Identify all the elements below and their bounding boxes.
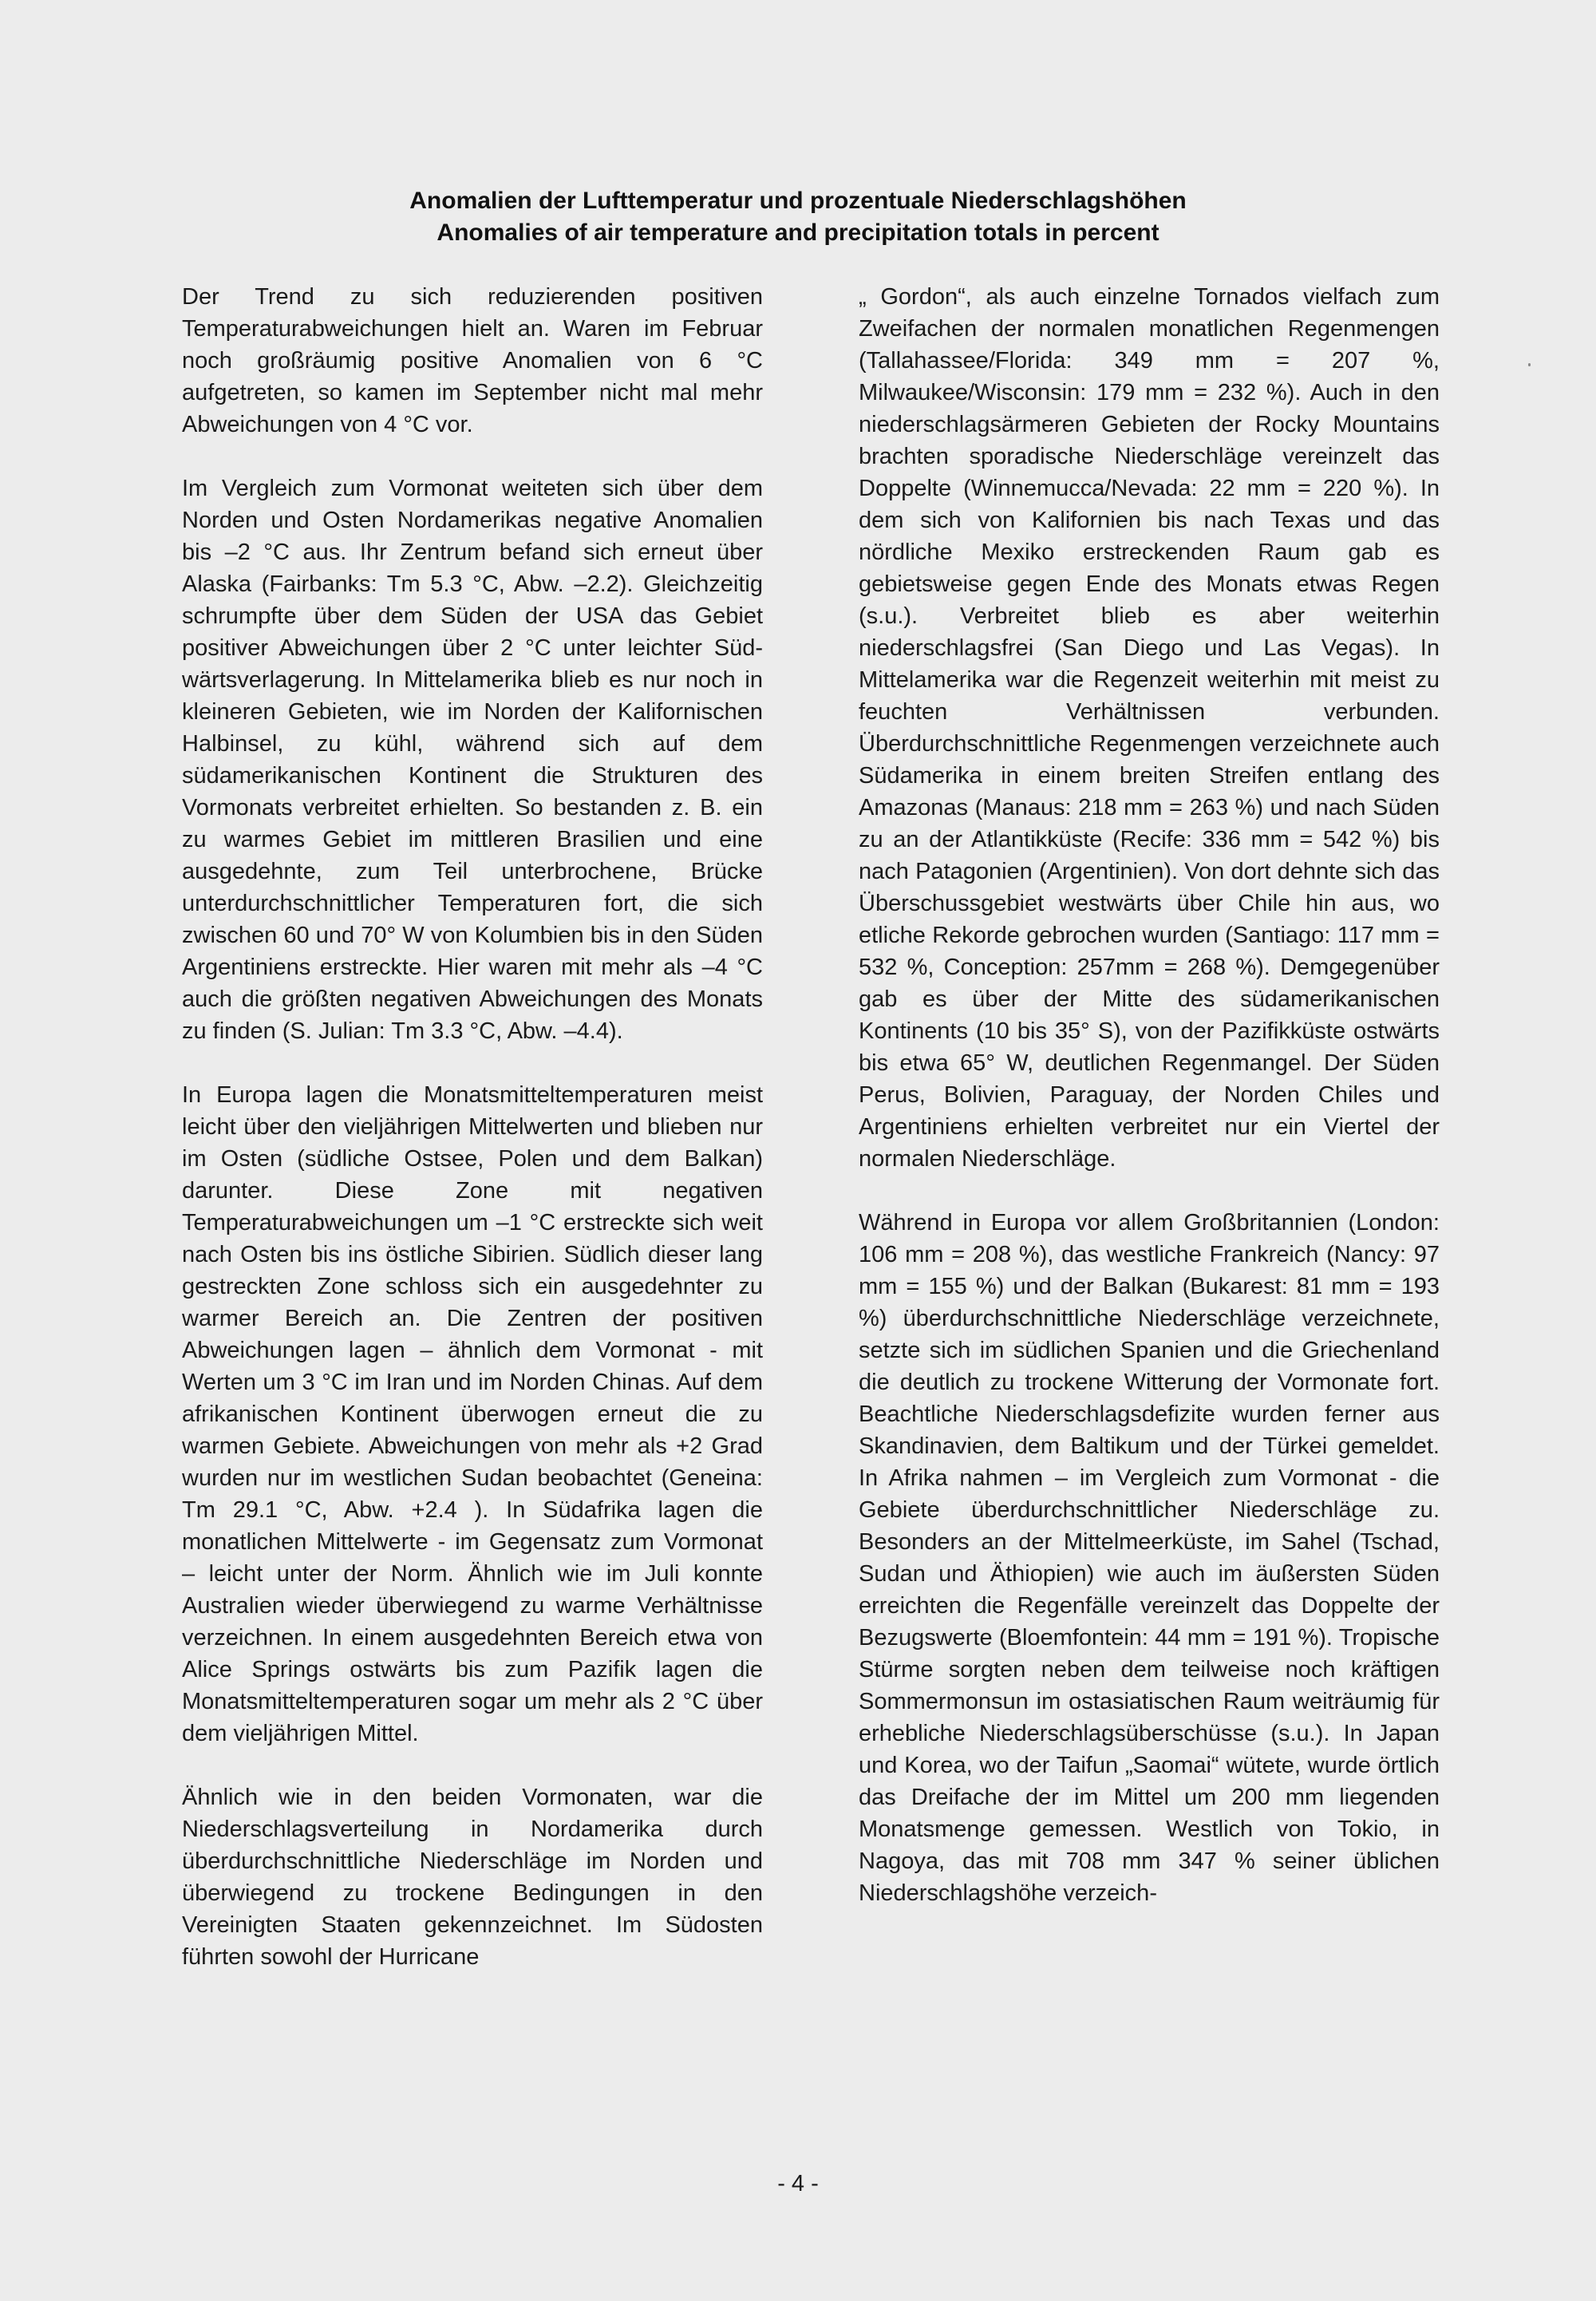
right-column — [859, 281, 1440, 1909]
scan-speck — [1528, 363, 1531, 366]
paragraph: Ähnlich wie in den beiden Vormonaten, war die Niederschlagsverteilung in Nordamerika durch überdurchschnittliche Niederschläge im Norden und überwiegend zu trockene Bedingungen in den Vereinigten Staaten gekennzeichnet. Im Südosten führten sowohl der Hurricane — [182, 1785, 763, 1970]
left-column — [182, 281, 763, 1973]
page-number: - 4 - — [777, 2171, 819, 2196]
title-english: Anomalies of air temperature and precipitation totals in percent — [437, 219, 1159, 246]
paragraph: Im Vergleich zum Vormonat weiteten sich über dem Norden und Osten Nordamerikas negative Anomalien bis –2 °C aus. Ihr Zentrum befand sich erneut über Alaska (Fairbanks: Tm 5.3 °C, Abw. –2.2). Gleichzeitig schrumpfte über dem Süden der USA das Gebiet positiver Abweichungen über 2 °C unter leichter Südwärtsverlagerung. In Mittelamerika blieb es nur noch in kleineren Gebieten, wie im Norden der Kalifornischen Halbinsel, zu kühl, während sich auf dem südamerikanischen Kontinent die Strukturen des Vormonats verbreitet erhielten. So bestanden z. B. ein zu warmes Gebiet im mittleren Brasilien und eine ausgedehnte, zum Teil unterbrochene, Brücke unterdurchschnittlicher Temperaturen fort, die sich zwischen 60 und 70° W von Kolumbien bis in den Süden Argentiniens erstreckte. Hier waren mit mehr als –4 °C auch die größten negativen Abweichungen des Monats zu finden (S. Julian: Tm 3.3 °C, Abw. –4.4). — [182, 476, 763, 1044]
paragraph: Während in Europa vor allem Großbritannien (London: 106 mm = 208 %), das westliche Frankreich (Nancy: 97 mm = 155 %) und der Balkan (Bukarest: 81 mm = 193 %) überdurchschnittliche Niederschläge verzeichnete, setzte sich im südlichen Spanien und die Griechenland die deutlich zu trockene Witterung der Vormonate fort. Beachtliche Niederschlagsdefizite wurden ferner aus Skandinavien, dem Baltikum und der Türkei gemeldet. In Afrika nahmen – im Vergleich zum Vormonat - die Gebiete überdurchschnittlicher Niederschläge zu. Besonders an der Mittelmeerküste, im Sahel (Tschad, Sudan und Äthiopien) wie auch im äußersten Süden erreichten die Regenfälle vereinzelt das Doppelte der Bezugswerte (Bloemfontein: 44 mm = 191 %). Tropische Stürme sorgten neben dem teilweise noch kräftigen Sommermonsun im ostasiatischen Raum weiträumig für erhebliche Niederschlagsüberschüsse (s.u.). In Japan und Korea, wo der Taifun „Saomai“ wütete, wurde örtlich das Dreifache der im Mittel um 200 mm liegenden Monatsmenge gemessen. Westlich von Tokio, in Nagoya, das mit 708 mm 347 % seiner üblichen Niederschlagshöhe verzeich- — [859, 1210, 1440, 1906]
paragraph: In Europa lagen die Monatsmitteltemperaturen meist leicht über den vieljährigen Mittelwerten und blieben nur im Osten (südliche Ostsee, Polen und dem Balkan) darunter. Diese Zone mit negativen Temperaturabweichungen um –1 °C erstreckte sich weit nach Osten bis ins östliche Sibirien. Südlich dieser lang gestreckten Zone schloss sich ein ausgedehnter zu warmer Bereich an. Die Zentren der positiven Abweichungen lagen – ähnlich dem Vormonat - mit Werten um 3 °C im Iran und im Norden Chinas. Auf dem afrikanischen Kontinent überwogen erneut die zu warmen Gebiete. Abweichungen von mehr als +2 Grad wurden nur im westlichen Sudan beobachtet (Geneina: Tm 29.1 °C, Abw. +2.4 ). In Südafrika lagen die monatlichen Mittelwerte - im Gegensatz zum Vormonat – leicht unter der Norm. Ähnlich wie im Juli konnte Australien wieder überwiegend zu warme Verhältnisse verzeichnen. In einem ausgedehnten Bereich etwa von Alice Springs ostwärts bis zum Pazifik lagen die Monatsmitteltemperaturen sogar um mehr als 2 °C über dem vieljährigen Mittel. — [182, 1082, 763, 1746]
title-german: Anomalien der Lufttemperatur und prozentuale Niederschlagshöhen — [409, 188, 1187, 214]
page-header — [0, 185, 1596, 249]
paragraph: Der Trend zu sich reduzierenden positiven Temperaturabweichungen hielt an. Waren im Februar noch großräumig positive Anomalien von 6 °C aufgetreten, so kamen im September nicht mal mehr Abweichungen von 4 °C vor. — [182, 284, 763, 437]
paragraph: „ Gordon“, als auch einzelne Tornados vielfach zum Zweifachen der normalen monatlichen Regenmengen (Tallahassee/Florida: 349 mm = 207 %, Milwaukee/Wisconsin: 179 mm = 232 %). Auch in den niederschlagsärmeren Gebieten der Rocky Mountains brachten sporadische Niederschläge vereinzelt das Doppelte (Winnemucca/Nevada: 22 mm = 220 %). In dem sich von Kalifornien bis nach Texas und das nördliche Mexiko erstreckenden Raum gab es gebietsweise gegen Ende des Monats etwas Regen (s.u.). Verbreitet blieb es aber weiterhin niederschlagsfrei (San Diego und Las Vegas). In Mittelamerika war die Regenzeit weiterhin mit meist zu feuchten Verhältnissen verbunden. Überdurchschnittliche Regenmengen verzeichnete auch Südamerika in einem breiten Streifen entlang des Amazonas (Manaus: 218 mm = 263 %) und nach Süden zu an der Atlantikküste (Recife: 336 mm = 542 %) bis nach Patagonien (Argentinien). Von dort dehnte sich das Überschussgebiet westwärts über Chile hin aus, wo etliche Rekorde gebrochen wurden (Santiago: 117 mm = 532 %, Conception: 257mm = 268 %). Demgegenüber gab es über der Mitte des südamerikanischen Kontinents (10 bis 35° S), von der Pazifikküste ostwärts bis etwa 65° W, deutlichen Regenmangel. Der Süden Perus, Bolivien, Paraguay, der Norden Chiles und Argentiniens erhielten verbreitet nur ein Viertel der normalen Niederschläge. — [859, 284, 1440, 1172]
